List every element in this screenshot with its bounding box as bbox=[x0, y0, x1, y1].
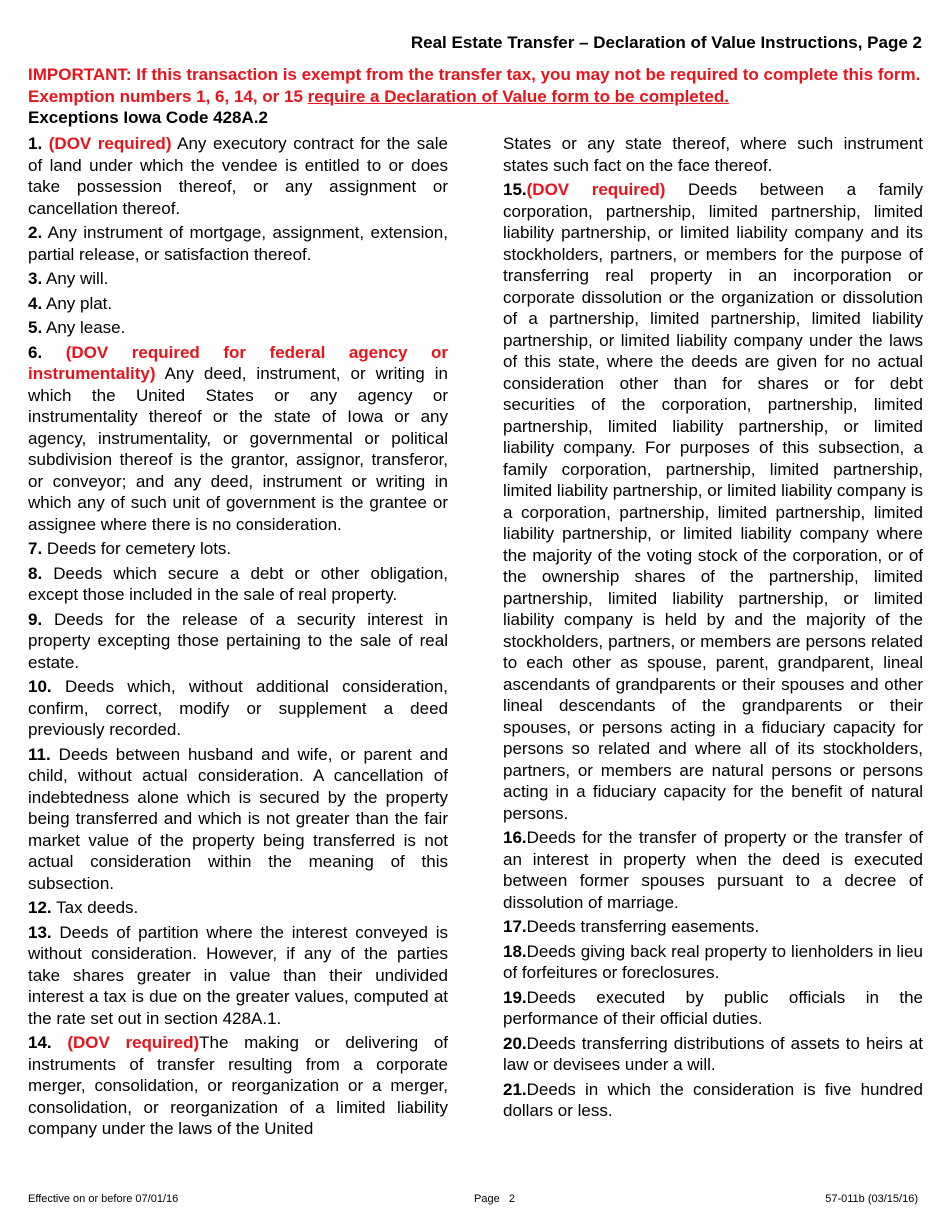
exception-text: Deeds which secure a debt or other obligation, except those included in the sale of real property. bbox=[28, 563, 448, 604]
exception-item-14-continued bbox=[503, 133, 923, 176]
exception-text: Deeds for the transfer of property or the transfer of an interest in property when the deed is executed between former spouses pursuant to a decree of dissolution of marriage. bbox=[503, 828, 923, 912]
exception-number: 6. bbox=[28, 342, 43, 362]
exception-item-21 bbox=[503, 1079, 923, 1122]
exception-number: 7. bbox=[28, 539, 43, 558]
exception-text: Any deed, instrument, or writing in which the United States or any agency or instrumentality thereof or the state of Iowa or any agency, instrumentality, or governmental or political subdivision thereof is the grantor, assignor, transferor, or conveyor; and any deed, instrument or writing in which any of such unit of government is the grantee or assignee where there is no consideration. bbox=[28, 364, 448, 534]
dov-required-tag: (DOV required for federal agency or instrumentality) bbox=[28, 342, 448, 383]
exception-text: Tax deeds. bbox=[56, 898, 139, 917]
exception-number: 13. bbox=[28, 922, 52, 942]
exception-item-9 bbox=[28, 609, 448, 674]
exception-text: Deeds transferring distributions of assets to heirs at law or devisees under a will. bbox=[503, 1033, 923, 1074]
exception-item-12 bbox=[28, 897, 448, 919]
dov-required-tag: (DOV required) bbox=[67, 1033, 200, 1052]
exception-number: 3. bbox=[28, 269, 43, 288]
important-notice-text: IMPORTANT: If this transaction is exempt from the transfer tax, you may not be required to complete this form. Exemption numbers 1, 6, 14, or 15 bbox=[28, 65, 921, 106]
dov-required-tag: (DOV required) bbox=[526, 180, 666, 199]
exception-text: Deeds for the release of a security interest in property excepting those pertaining to the sale of real estate. bbox=[28, 609, 448, 672]
exception-text: Deeds for cemetery lots. bbox=[46, 539, 232, 558]
exceptions-heading: Exceptions Iowa Code 428A.2 bbox=[28, 108, 268, 127]
exception-text: Deeds transferring easements. bbox=[526, 917, 760, 936]
exception-item-4 bbox=[28, 293, 448, 315]
exception-text: Deeds which, without additional consideration, confirm, correct, modify or supplement a deed previously recorded. bbox=[28, 677, 448, 739]
exception-text: Deeds of partition where the interest conveyed is without consideration. However, if any of the parties take shares greater in value than their undivided interest a tax is due on the greater values, computed at the rate set out in section 428A.1. bbox=[28, 922, 448, 1028]
exception-text: States or any state thereof, where such instrument states such fact on the face thereof. bbox=[503, 134, 923, 175]
exception-number: 1. bbox=[28, 134, 43, 153]
footer-effective-date: Effective on or before 07/01/16 bbox=[28, 1193, 179, 1205]
exception-number: 11. bbox=[28, 744, 51, 764]
exception-item-14 bbox=[28, 1032, 448, 1140]
exception-text: Deeds executed by public officials in the performance of their official duties. bbox=[503, 987, 923, 1028]
exception-item-16 bbox=[503, 827, 923, 913]
exception-number: 10. bbox=[28, 677, 52, 696]
exception-number: 16. bbox=[503, 828, 527, 847]
exception-item-18 bbox=[503, 941, 923, 984]
exception-item-7 bbox=[28, 538, 448, 560]
dov-required-tag: (DOV required) bbox=[48, 134, 172, 153]
exception-text: Any plat. bbox=[45, 293, 113, 313]
exception-number: 14. bbox=[28, 1033, 52, 1052]
exception-number: 4. bbox=[28, 293, 43, 313]
exception-item-6 bbox=[28, 342, 448, 536]
exception-number: 19. bbox=[503, 987, 527, 1007]
exception-item-1 bbox=[28, 133, 448, 219]
exception-item-8 bbox=[28, 563, 448, 606]
left-column bbox=[28, 133, 448, 1143]
exception-item-5 bbox=[28, 317, 448, 339]
exception-item-15 bbox=[503, 179, 923, 824]
exception-number: 20. bbox=[503, 1033, 527, 1053]
exception-number: 21. bbox=[503, 1079, 527, 1099]
exception-item-11 bbox=[28, 744, 448, 895]
exception-text: Deeds giving back real property to lienholders in lieu of forfeitures or foreclosures. bbox=[503, 941, 923, 982]
exception-item-17 bbox=[503, 916, 923, 938]
page-label: Page bbox=[474, 1193, 500, 1205]
exception-text: Deeds between a family corporation, partnership, limited partnership, limited liability partnership, or limited liability company and its stockholders, partners, or members for the purpose of transferring real property in an incorporation or corporate dissolution or the organization or dissolution of a partnership, limited partnership, limited liability partnership, or limited liability company under the laws of this state, where the deeds are given for no actual consideration other than for shares or for debt securities of the corporation, partnership, limited partnership, limited liability partnership, or limited liability company. For purposes of this subsection, a family corporation, partnership, limited partnership, limited liability partnership, or limited liability company is a corporation, partnership, limited partnership, limited liability partnership, or limited liability company where the majority of the voting stock of the corporation, or of the ownership shares of the partnership, limited partnership, limited liability partnership, or limited liability company is held by and the majority of the stockholders, partners, or members are persons related to each other as spouse, parent, grandparent, lineal ascendants of grandparents or their spouses and other lineal descendants of the grandparents or their spouses, or persons acting in a fiduciary capacity for persons so related and where all of its stockholders, partners, or members are natural persons or persons acting in a fiduciary capacity for the benefit of natural persons. bbox=[503, 180, 923, 823]
exception-item-13 bbox=[28, 922, 448, 1030]
footer-form-code: 57-011b (03/15/16) bbox=[825, 1193, 918, 1205]
exception-text: Deeds between husband and wife, or parent and child, without actual consideration. A cancellation of indebtedness alone which is secured by the property being transferred and which is not greater than the fair market value of the property being transferred is not actual consideration within the meaning of this subsection. bbox=[28, 744, 448, 893]
exception-number: 15. bbox=[503, 180, 527, 199]
exception-number: 18. bbox=[503, 941, 527, 961]
exception-number: 2. bbox=[28, 223, 43, 242]
exception-text: Any instrument of mortgage, assignment, extension, partial release, or satisfaction thereof. bbox=[28, 223, 448, 264]
right-column bbox=[503, 133, 923, 1125]
important-notice-underlined: require a Declaration of Value form to be completed. bbox=[307, 86, 729, 106]
important-notice bbox=[28, 64, 924, 107]
exception-number: 9. bbox=[28, 609, 43, 629]
footer-page-number bbox=[474, 1193, 515, 1205]
exception-number: 17. bbox=[503, 917, 527, 936]
exception-item-20 bbox=[503, 1033, 923, 1076]
page-title: Real Estate Transfer – Declaration of Value Instructions, Page 2 bbox=[410, 33, 922, 52]
exception-text: Any lease. bbox=[45, 318, 126, 337]
page-number: 2 bbox=[508, 1193, 515, 1205]
exception-number: 5. bbox=[28, 318, 43, 337]
exception-item-10 bbox=[28, 676, 448, 741]
exception-item-19 bbox=[503, 987, 923, 1030]
exception-text: The making or delivering of instruments of transfer resulting from a corporate merger, consolidation, or reorganization or a merger, consolidation, or reorganization of a limited liability company under the laws of the United bbox=[28, 1033, 448, 1138]
exception-text: Deeds in which the consideration is five hundred dollars or less. bbox=[503, 1079, 923, 1120]
exception-item-2 bbox=[28, 222, 448, 265]
exception-number: 8. bbox=[28, 563, 43, 583]
exception-item-3 bbox=[28, 268, 448, 290]
exception-number: 12. bbox=[28, 898, 52, 917]
exception-text: Any will. bbox=[45, 269, 109, 288]
exception-text: Any executory contract for the sale of land under which the vendee is entitled to or does take possession thereof, or any assignment or cancellation thereof. bbox=[28, 134, 448, 218]
